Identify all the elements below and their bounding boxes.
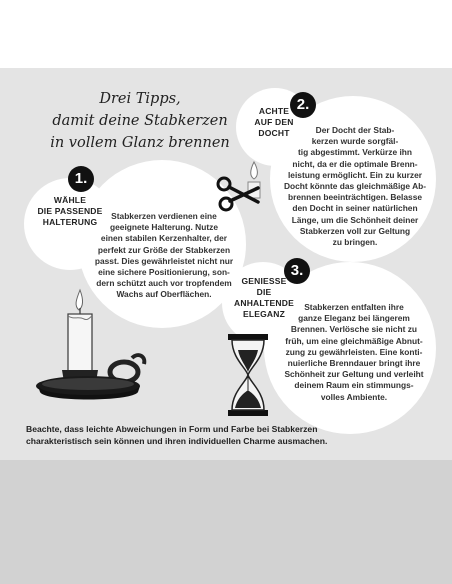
- tip3-text-line: Stabkerzen entfalten ihre: [304, 302, 404, 312]
- tip1-number-badge: 1.: [68, 166, 94, 192]
- tip3-text-line: Brennen. Verlösche sie nicht zu: [290, 324, 418, 335]
- tip1-text-line: perfekt zur Größe der Stabkerzen: [97, 244, 231, 255]
- tip3-text-line: früh, um eine gleichmäßige Abnut-: [285, 335, 423, 346]
- footnote: [26, 424, 426, 447]
- tip2-number-badge: 2.: [290, 92, 316, 118]
- tip2-text-line: den Docht in seiner natürlichen: [292, 203, 418, 214]
- tip1-title-line-2: DIE PASSENDE: [37, 206, 103, 216]
- footnote-line-1: Beachte, dass leichte Abweichungen in Form und Farbe bei Stabkerzen: [26, 424, 318, 434]
- tip2-text-line: kerzen wurde sorgfäl-: [311, 136, 399, 147]
- tip1-text-line: eine sichere Positionierung, son-: [98, 267, 230, 278]
- tip3-text-line: nuierliche Brenndauer bringt ihre: [287, 358, 421, 369]
- tip3-text: [276, 302, 432, 403]
- tip2-text-line: Docht könnte das gleichmäßige Ab-: [283, 181, 427, 192]
- tip3-title-line-4: ELEGANZ: [242, 309, 285, 319]
- tip1-title-line-1: WÄHLE: [53, 195, 87, 205]
- tip2-title-line-1: ACHTE: [258, 106, 290, 116]
- tip1-title-line-3: HALTERUNG: [42, 217, 98, 227]
- tip3-title-line-1: GENIESSE: [241, 276, 287, 286]
- tip1-text-line: dern schützt auch vor tropfendem: [96, 278, 232, 289]
- bottom-band: [0, 460, 452, 584]
- tip3-text-line: ganze Eleganz bei längerem: [298, 313, 410, 324]
- headline: [40, 88, 240, 154]
- tip2-text-line: brennen beeinträchtigen. Belasse: [287, 192, 423, 203]
- tip3-text-line: Schönheit zur Geltung und verleiht: [284, 369, 424, 380]
- tip2-text-line: Länge, um die Schönheit deiner: [291, 214, 419, 225]
- tip3-text-line: volles Ambiente.: [320, 391, 388, 402]
- tip2-text: [282, 125, 428, 248]
- tip2-text-line: leistung ermöglicht. Ein zu kurzer: [287, 169, 423, 180]
- candle-holder-icon: [28, 286, 156, 406]
- headline-line-2: damit deine Stabkerzen: [52, 113, 228, 129]
- tip1-text-line: passt. Dies gewährleistet nicht nur: [94, 255, 234, 266]
- footnote-line-2: charakteristisch sein können und ihren individuellen Charme ausmachen.: [26, 435, 328, 446]
- tip1-text-line: Wachs auf Oberflächen.: [116, 289, 212, 300]
- tip2-text-line: Stabkerzen voll zur Geltung: [299, 225, 411, 236]
- tip3-text-line: zung zu gewährleisten. Eine konti-: [285, 346, 423, 357]
- tip3-title-line-3: ANHALTENDE: [234, 298, 294, 308]
- hourglass-icon: [226, 332, 270, 418]
- tip2-title-line-3: DOCHT: [258, 128, 290, 138]
- tip2-text-line: tig abgestimmt. Verkürze ihn: [297, 147, 413, 158]
- tip1-text-line: einen stabilen Kerzenhalter, der: [100, 233, 228, 244]
- scissors-icon: [214, 160, 274, 222]
- tip1-text-line: geeignete Halterung. Nutze: [110, 222, 218, 233]
- headline-line-3: in vollem Glanz brennen: [50, 135, 230, 151]
- tip3-number-badge: 3.: [284, 258, 310, 284]
- headline-line-1: Drei Tipps,: [99, 91, 181, 107]
- tip3-text-line: deinem Raum ein stimmungs-: [294, 380, 414, 391]
- tip1-text-line: Stabkerzen verdienen eine: [111, 211, 217, 221]
- tip2-text-line: zu bringen.: [332, 237, 378, 248]
- tip2-text-line: nicht, da er die optimale Brenn-: [292, 158, 418, 169]
- tip2-title-line-2: AUF DEN: [254, 117, 294, 127]
- tip3-title-line-2: DIE: [256, 287, 272, 297]
- tip2-text-line: Der Docht der Stab-: [315, 125, 395, 135]
